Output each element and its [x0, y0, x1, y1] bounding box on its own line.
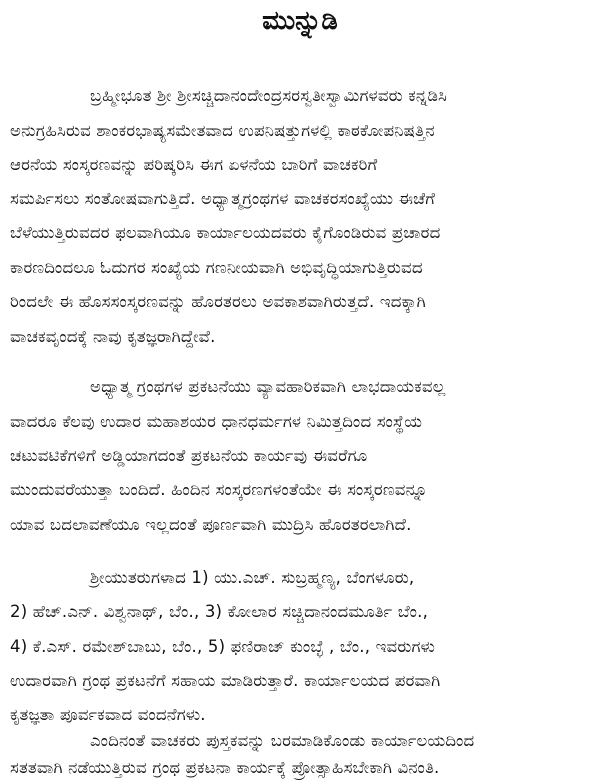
- paragraph-3-line-1: ಶ್ರೀಯುತರುಗಳಾದ 1) ಯು.ಎಚ್. ಸುಬ್ರಹ್ಮಣ್ಯ, ಬೆಂಗಳೂರು,: [90, 568, 415, 587]
- paragraph-1-line-1: ಬ್ರಹ್ಮೀಭೂತ ಶ್ರೀ ಶ್ರೀಸಚ್ಚಿದಾನಂದೇಂದ್ರಸರಸ್ವತೀಸ್ವಾಮಿಗಳವರು ಕನ್ನಡಿಸಿ: [90, 86, 448, 105]
- paragraph-4-line-2: ಸತತವಾಗಿ ನಡೆಯುತ್ತಿರುವ ಗ್ರಂಥ ಪ್ರಕಟನಾ ಕಾರ್ಯಕ್ಕೆ ಪ್ರೋತ್ಸಾಹಿಸಬೇಕಾಗಿ ವಿನಂತಿ.: [10, 758, 440, 777]
- paragraph-2-line-5: ಯಾವ ಬದಲಾವಣೆಯೂ ಇಲ್ಲದಂತೆ ಪೂರ್ಣವಾಗಿ ಮುದ್ರಿಸಿ ಹೊರತರಲಾಗಿದೆ.: [10, 515, 412, 534]
- page-title: ಮುನ್ನುಡಿ: [262, 6, 338, 36]
- paragraph-3-line-5: ಕೃತಜ್ಞತಾ ಪೂರ್ವಕವಾದ ವಂದನೆಗಳು.: [10, 705, 206, 724]
- paragraph-2-line-1: ಅಧ್ಯಾತ್ಮ ಗ್ರಂಥಗಳ ಪ್ರಕಟನೆಯು ವ್ಯಾವಹಾರಿಕವಾಗಿ ಲಾಭದಾಯಕವಲ್ಲ: [90, 377, 446, 396]
- paragraph-2-line-4: ಮುಂದುವರೆಯುತ್ತಾ ಬಂದಿದೆ. ಹಿಂದಿನ ಸಂಸ್ಕರಣಗಳಂತೆಯೇ ಈ ಸಂಸ್ಕರಣವನ್ನೂ: [10, 480, 428, 499]
- paragraph-1-line-3: ಆರನೆಯ ಸಂಸ್ಕರಣವನ್ನು ಪರಿಷ್ಕರಿಸಿ ಈಗ ಏಳನೆಯ ಬಾರಿಗೆ ವಾಚಕರಿಗೆ: [10, 155, 378, 174]
- paragraph-1-line-5: ಬೆಳೆಯುತ್ತಿರುವದರ ಫಲವಾಗಿಯೂ ಕಾರ್ಯಾಲಯದವರು ಕೈಗೊಂಡಿರುವ ಪ್ರಚಾರದ: [10, 223, 441, 242]
- paragraph-3-line-4: ಉದಾರವಾಗಿ ಗ್ರಂಥ ಪ್ರಕಟನೆಗೆ ಸಹಾಯ ಮಾಡಿರುತ್ತಾರೆ. ಕಾರ್ಯಾಲಯದ ಪರವಾಗಿ: [10, 671, 441, 690]
- paragraph-2-line-2: ವಾದರೂ ಕೆಲವು ಉದಾರ ಮಹಾಶಯರ ಧಾನಧರ್ಮಗಳ ನಿಮಿತ್ತದಿಂದ ಸಂಸ್ಥೆಯ: [10, 412, 423, 431]
- paragraph-4-line-1: ಎಂದಿನಂತೆ ವಾಚಕರು ಪುಸ್ತಕವನ್ನು ಬರಮಾಡಿಕೊಂಡು ಕಾರ್ಯಾಲಯದಿಂದ: [90, 731, 475, 750]
- paragraph-1-line-6: ಕಾರಣದಿಂದಲೂ ಓದುಗರ ಸಂಖ್ಯೆಯ ಗಣನೀಯವಾಗಿ ಅಭಿವೃದ್ಧಿಯಾಗುತ್ತಿರುವದ: [10, 258, 423, 277]
- paragraph-1-line-2: ಅನುಗ್ರಹಿಸಿರುವ ಶಾಂಕರಭಾಷ್ಯಸಮೇತವಾದ ಉಪನಿಷತ್ತುಗಳಲ್ಲಿ ಕಾಠಕೋಪನಿಷತ್ತಿನ: [10, 121, 435, 140]
- paragraph-3-line-3: 4) ಕೆ.ಎಸ್. ರಮೇಶ್‌ಬಾಬು, ಬೆಂ., 5) ಫಣಿರಾಜ್ ಕುಂಬ್ಳೆ , ಬೆಂ., ಇವರುಗಳು: [10, 637, 436, 656]
- paragraph-3-line-2: 2) ಹೆಚ್.ಎನ್. ವಿಶ್ವನಾಥ್, ಬೆಂ., 3) ಕೋಲಾರ ಸಚ್ಚಿದಾನಂದಮೂರ್ತಿ ಬೆಂ.,: [10, 602, 429, 621]
- paragraph-1-line-8: ವಾಚಕವೃಂದಕ್ಕೆ ನಾವು ಕೃತಜ್ಞರಾಗಿದ್ದೇವೆ.: [10, 327, 216, 346]
- paragraph-2-line-3: ಚಟುವಟಿಕೆಗಳಿಗೆ ಅಡ್ಡಿಯಾಗದಂತೆ ಪ್ರಕಟನೆಯ ಕಾರ್ಯವು ಈವರೆಗೂ: [10, 446, 368, 465]
- paragraph-1-line-7: ರಿಂದಲೇ ಈ ಹೊಸಸಂಸ್ಕರಣವನ್ನು ಹೊರತರಲು ಅವಕಾಶವಾಗಿರುತ್ತದೆ. ಇದಕ್ಕಾಗಿ: [10, 292, 426, 311]
- paragraph-1-line-4: ಸಮರ್ಪಿಸಲು ಸಂತೋಷವಾಗುತ್ತಿದೆ. ಅಧ್ಯಾತ್ಮಗ್ರಂಥಗಳ ವಾಚಕರಸಂಖ್ಯೆಯು ಈಚೆಗೆ: [10, 189, 436, 208]
